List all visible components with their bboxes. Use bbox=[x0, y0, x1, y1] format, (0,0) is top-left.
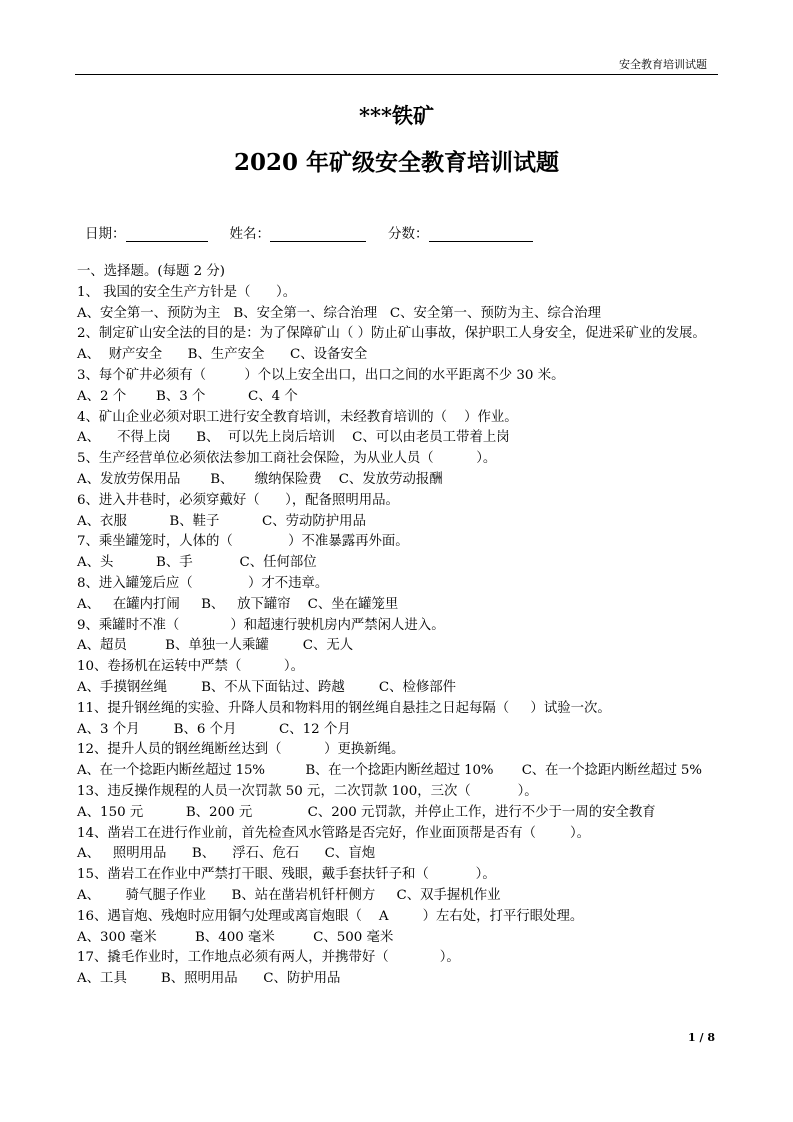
date-blank bbox=[126, 227, 208, 242]
score-label: 分数： bbox=[388, 226, 429, 242]
question-line: 2、制定矿山安全法的目的是：为了保障矿山（ ）防止矿山事故，保护职工人身安全，促进采矿业的发展。 bbox=[77, 326, 706, 342]
option-line: A、 不得上岗 B、 可以先上岗后培训 C、可以由老员工带着上岗 bbox=[77, 430, 510, 446]
option-line: A、在一个捻距内断丝超过 15% B、在一个捻距内断丝超过 10% C、在一个捻距内断丝超过 5% bbox=[77, 763, 702, 779]
question-line: 4、矿山企业必须对职工进行安全教育培训，未经教育培训的（ ）作业。 bbox=[77, 409, 518, 425]
option-line: A、300 毫米 B、400 毫米 C、500 毫米 bbox=[77, 929, 394, 945]
option-line: A、安全第一、预防为主 B、安全第一、综合治理 C、安全第一、预防为主、综合治理 bbox=[77, 305, 601, 321]
question-line: 13、违反操作规程的人员一次罚款 50 元，二次罚款 100，三次（ ）。 bbox=[77, 783, 538, 799]
question-line: 17、撬毛作业时，工作地点必须有两人，并携带好（ ）。 bbox=[77, 950, 460, 966]
option-line: A、衣服 B、鞋子 C、劳动防护用品 bbox=[77, 513, 366, 529]
question-line: 5、生产经营单位必须依法参加工商社会保险，为从业人员（ ）。 bbox=[77, 451, 497, 467]
name-label: 姓名： bbox=[229, 226, 270, 242]
question-line: 1、 我国的安全生产方针是（ ）。 bbox=[77, 284, 297, 300]
option-line: A、超员 B、单独一人乘罐 C、无人 bbox=[77, 638, 354, 654]
page-number: 1 / 8 bbox=[688, 1031, 715, 1044]
question-line: 7、乘坐罐笼时，人体的（ ）不准暴露再外面。 bbox=[77, 534, 409, 550]
option-line: A、头 B、手 C、任何部位 bbox=[77, 555, 317, 571]
score-blank bbox=[429, 227, 533, 242]
option-line: A、 在罐内打闹 B、 放下罐帘 C、坐在罐笼里 bbox=[77, 596, 399, 612]
question-line: 16、遇盲炮、残炮时应用铜勺处理或离盲炮眼（ A ）左右处，打平行眼处理。 bbox=[77, 908, 584, 924]
document-title: 2020 年矿级安全教育培训试题 bbox=[233, 149, 560, 176]
document-title-org: ***铁矿 bbox=[359, 103, 434, 128]
date-label: 日期： bbox=[85, 226, 126, 242]
question-list bbox=[77, 262, 719, 990]
option-line: A、 财产安全 B、生产安全 C、设备安全 bbox=[77, 347, 368, 363]
question-line: 14、凿岩工在进行作业前，首先检查风水管路是否完好，作业面顶帮是否有（ ）。 bbox=[77, 825, 591, 841]
option-line: A、3 个月 B、6 个月 C、12 个月 bbox=[77, 721, 351, 737]
option-line: A、 照明用品 B、 浮石、危石 C、盲炮 bbox=[77, 846, 376, 862]
option-line: A、 骑气腿子作业 B、站在凿岩机钎杆侧方 C、双手握机作业 bbox=[77, 887, 501, 903]
question-line: 11、提升钢丝绳的实验、升降人员和物料用的钢丝绳自悬挂之日起每隔（ ）试验一次。 bbox=[77, 700, 611, 716]
question-line: 15、凿岩工在作业中严禁打干眼、残眼，戴手套扶钎子和（ ）。 bbox=[77, 867, 496, 883]
option-line: A、150 元 B、200 元 C、200 元罚款，并停止工作，进行不少于一周的安全教育 bbox=[77, 804, 656, 820]
exam-info-row bbox=[85, 222, 551, 242]
option-line: A、手摸钢丝绳 B、不从下面钻过、跨越 C、检修部件 bbox=[77, 679, 457, 695]
question-line: 8、进入罐笼后应（ ）才不违章。 bbox=[77, 575, 329, 591]
running-header: 安全教育培训试题 bbox=[619, 58, 707, 71]
header-rule bbox=[75, 74, 718, 75]
name-blank bbox=[270, 227, 366, 242]
question-line: 10、卷扬机在运转中严禁（ ）。 bbox=[77, 659, 304, 675]
option-line: A、发放劳保用品 B、 缴纳保险费 C、发放劳动报酬 bbox=[77, 471, 443, 487]
option-line: A、2 个 B、3 个 C、4 个 bbox=[77, 388, 298, 404]
question-line: 12、提升人员的钢丝绳断丝达到（ ）更换新绳。 bbox=[77, 742, 405, 758]
option-line: A、工具 B、照明用品 C、防护用品 bbox=[77, 971, 341, 987]
question-line: 9、乘罐时不准（ ）和超速行驶机房内严禁闲人进入。 bbox=[77, 617, 445, 633]
question-line: 6、进入井巷时，必须穿戴好（ ），配备照明用品。 bbox=[77, 492, 399, 508]
section-heading: 一、选择题。(每题 2 分) bbox=[77, 264, 225, 279]
question-line: 3、每个矿井必须有（ ）个以上安全出口，出口之间的水平距离不少 30 米。 bbox=[77, 367, 565, 383]
